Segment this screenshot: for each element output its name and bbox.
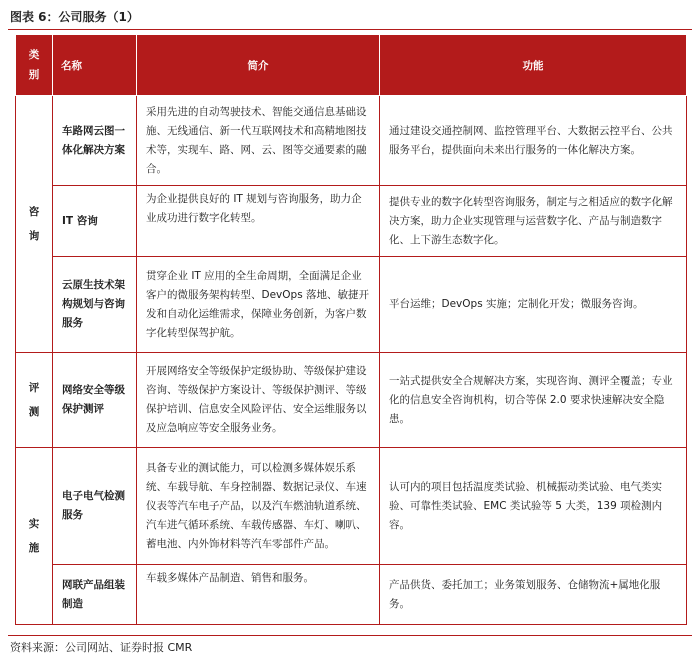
- service-name: IT 咨询: [53, 186, 137, 257]
- service-name: 云原生技术架构规划与咨询服务: [53, 257, 137, 353]
- service-name: 网联产品组装制造: [53, 565, 137, 625]
- service-name: 网络安全等级保护测评: [53, 353, 137, 448]
- service-name: 车路网云图一体化解决方案: [53, 96, 137, 186]
- service-intro: 开展网络安全等级保护定级协助、等级保护建设咨询、等级保护方案设计、等级保护测评、等级保护培训、信息安全风险评估、安全运维服务以及应急响应等安全服务业务。: [137, 353, 380, 448]
- service-intro: 车载多媒体产品制造、销售和服务。: [137, 565, 380, 625]
- service-intro: 贯穿企业 IT 应用的全生命周期，全面满足企业客户的微服务架构转型、DevOps 落地、敏捷开发和自动化运维需求，保障业务创新，为客户数字化转型保驾护航。: [137, 257, 380, 353]
- category-char: 施: [28, 542, 40, 554]
- services-table: [15, 34, 687, 625]
- table-row: [16, 448, 687, 565]
- service-function: 平台运维；DevOps 实施；定制化开发；微服务咨询。: [380, 257, 687, 353]
- table-header-row: [16, 35, 687, 96]
- header-category-char: 类: [28, 49, 40, 61]
- title-divider: [8, 29, 692, 30]
- service-function: 提供专业的数字化转型咨询服务，制定与之相适应的数字化解决方案，助力企业实现管理与运营数字化、产品与制造数字化、上下游生态数字化。: [380, 186, 687, 257]
- header-function: 功能: [380, 35, 687, 96]
- header-name: 名称: [53, 35, 137, 96]
- service-intro: 采用先进的自动驾驶技术、智能交通信息基础设施、无线通信、新一代互联网技术和高精地图技术等，实现车、路、网、云、图等交通要素的融合。: [137, 96, 380, 186]
- category-char: 询: [28, 230, 40, 242]
- service-function: 通过建设交通控制网、监控管理平台、大数据云控平台、公共服务平台，提供面向未来出行服务的一体化解决方案。: [380, 96, 687, 186]
- category-consulting: [16, 96, 53, 353]
- service-function: 一站式提供安全合规解决方案，实现咨询、测评全覆盖；专业化的信息安全咨询机构，切合等保 2.0 要求快速解决安全隐患。: [380, 353, 687, 448]
- table-row: [16, 257, 687, 353]
- service-name: 电子电气检测服务: [53, 448, 137, 565]
- service-intro: 为企业提供良好的 IT 规划与咨询服务，助力企业成功进行数字化转型。: [137, 186, 380, 257]
- source-note: 资料来源：公司网站、证券时报 CMR: [10, 641, 193, 654]
- service-function: 认可内的项目包括温度类试验、机械振动类试验、电气类实验、可靠性类试验、EMC 类试验等 5 大类，139 项检测内容。: [380, 448, 687, 565]
- category-char: 评: [28, 382, 40, 394]
- category-char: 实: [28, 518, 40, 530]
- table-row: [16, 186, 687, 257]
- service-intro: 具备专业的测试能力，可以检测多媒体娱乐系统、车载导航、车身控制器、数据记录仪、车速仪表等汽车电子产品，以及汽车燃油轨道系统、汽车进气循环系统、车载传感器、车灯、喇叭、蓄电池、内外饰材料等汽车零部件产品。: [137, 448, 380, 565]
- table-row: [16, 96, 687, 186]
- header-category-char: 别: [28, 69, 40, 81]
- category-implementation: [16, 448, 53, 625]
- category-char: 咨: [28, 206, 40, 218]
- category-char: 测: [28, 406, 40, 418]
- header-category: [16, 35, 53, 96]
- category-evaluation: [16, 353, 53, 448]
- figure-title: 图表 6：公司服务（1）: [10, 10, 139, 24]
- table-row: [16, 353, 687, 448]
- header-intro: 简介: [137, 35, 380, 96]
- table-row: [16, 565, 687, 625]
- source-divider: [8, 635, 692, 636]
- service-function: 产品供货、委托加工；业务策划服务、仓储物流+属地化服务。: [380, 565, 687, 625]
